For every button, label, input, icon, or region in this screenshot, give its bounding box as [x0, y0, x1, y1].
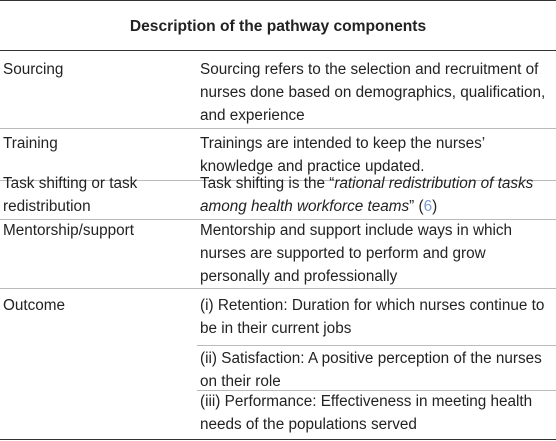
- subrow-divider: [197, 345, 556, 346]
- row-term: Sourcing: [3, 61, 64, 78]
- row-description: [200, 219, 552, 288]
- outcome-item-line: (iii) Performance: Effectiveness in meeting health: [200, 393, 533, 410]
- term-line: redistribution: [3, 198, 91, 215]
- table-bottom-rule: [0, 439, 556, 440]
- desc-close: ” (: [409, 198, 424, 215]
- row-description: [200, 58, 552, 127]
- term-line: Task shifting or task: [3, 175, 138, 192]
- table-top-rule: [0, 0, 556, 1]
- row-term: Outcome: [3, 297, 66, 314]
- desc-line: [200, 195, 552, 218]
- reference-link[interactable]: 6: [423, 198, 433, 215]
- row-term: [3, 172, 137, 218]
- row-term: Mentorship/support: [3, 222, 134, 239]
- desc-prefix: Task shifting is the “: [200, 175, 335, 192]
- desc-line: knowledge and practice updated.: [200, 158, 425, 175]
- desc-line: [200, 172, 552, 195]
- desc-line: Trainings are intended to keep the nurses’: [200, 135, 486, 152]
- outcome-item-line: (ii) Satisfaction: A positive perception of the nurses: [200, 350, 542, 367]
- table-header: Description of the pathway components: [129, 18, 427, 35]
- desc-line: and experience: [200, 107, 305, 124]
- desc-line: nurses done based on demographics, qualification,: [200, 84, 546, 101]
- desc-line: personally and professionally: [200, 268, 398, 285]
- desc-line: Mentorship and support include ways in which: [200, 222, 513, 239]
- desc-quote: among health workforce teams: [200, 198, 410, 215]
- row-description: [200, 390, 552, 436]
- desc-quote: rational redistribution of tasks: [334, 175, 534, 192]
- outcome-item-line: needs of the populations served: [200, 416, 417, 433]
- row-description: [200, 294, 552, 340]
- row-term: Training: [3, 135, 58, 152]
- row-divider: [0, 288, 556, 289]
- desc-end: ): [432, 198, 438, 215]
- table-header-rule: [0, 50, 556, 51]
- row-description: [200, 347, 552, 393]
- desc-line: Sourcing refers to the selection and recruitment of: [200, 61, 539, 78]
- outcome-item-line: (i) Retention: Duration for which nurses continue to: [200, 297, 545, 314]
- outcome-item-line: be in their current jobs: [200, 320, 352, 337]
- outcome-item-line: on their role: [200, 373, 281, 390]
- row-divider: [0, 128, 556, 129]
- desc-line: nurses are supported to perform and grow: [200, 245, 486, 262]
- row-description: [200, 172, 552, 218]
